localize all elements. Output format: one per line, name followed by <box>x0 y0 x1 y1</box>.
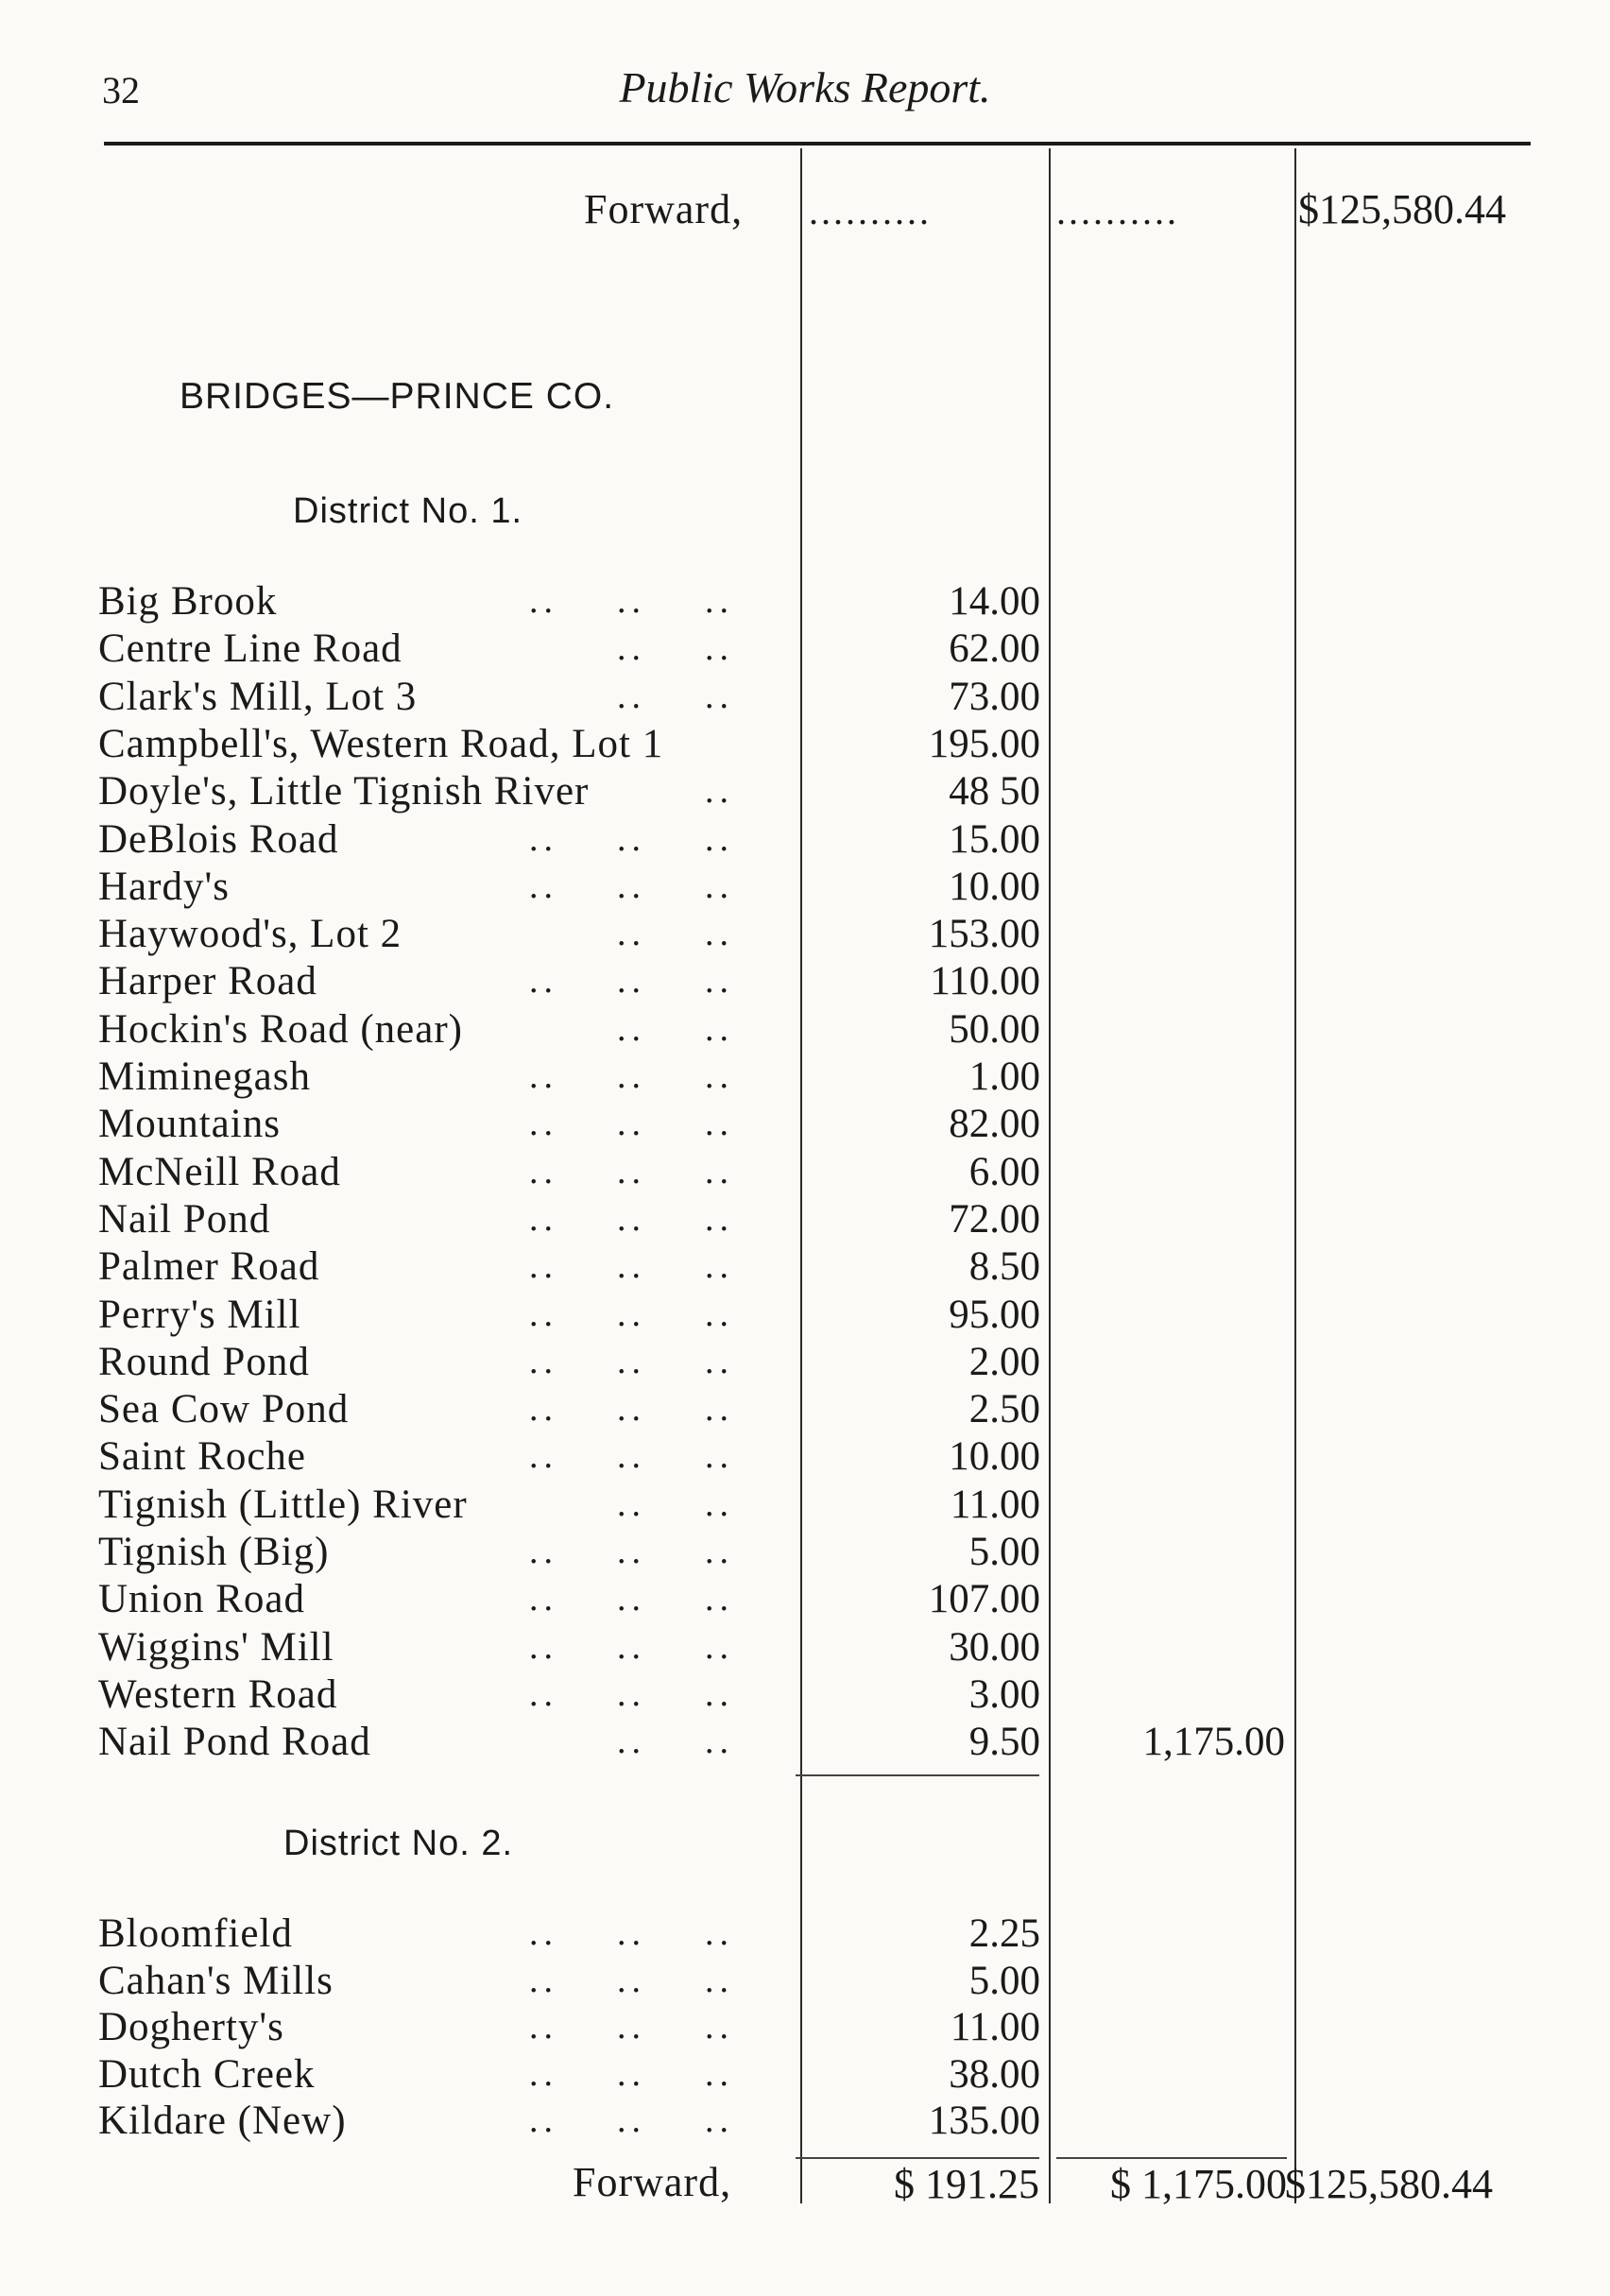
item-amount: 107.00 <box>928 1577 1040 1622</box>
item-leader-dots: .. .. .. <box>529 865 734 906</box>
list-item <box>0 958 1610 1005</box>
item-leader-dots: .. .. .. <box>529 961 734 1002</box>
district-2-title: District No. 2. <box>283 1824 514 1863</box>
list-item <box>0 1910 1610 1958</box>
item-name: Dogherty's <box>98 2005 284 2049</box>
item-leader-dots: .. .. .. <box>529 581 734 621</box>
item-amount: 30.00 <box>949 1624 1040 1670</box>
item-name: Campbell's, Western Road, Lot 1 <box>98 721 664 766</box>
item-leader-dots: .. .. .. <box>529 818 734 859</box>
running-title: Public Works Report. <box>619 63 991 111</box>
item-name: Dutch Creek <box>98 2051 316 2097</box>
item-name: Bloomfield <box>98 1911 293 1956</box>
item-name: Round Pond <box>98 1339 310 1384</box>
forward-top-leader-2: .......... <box>1056 190 1179 232</box>
item-name: McNeill Road <box>98 1149 341 1194</box>
item-amount: 10.00 <box>949 864 1040 909</box>
item-amount: 3.00 <box>968 1671 1040 1717</box>
item-amount: 135.00 <box>928 2099 1040 2143</box>
item-name: Haywood's, Lot 2 <box>98 912 402 957</box>
page-number: 32 <box>102 69 140 111</box>
item-name: Harper Road <box>98 959 317 1004</box>
item-leader-dots: .. .. .. <box>529 2007 734 2047</box>
forward-top-total: $125,580.44 <box>1298 186 1506 232</box>
item-amount: 11.00 <box>950 2005 1040 2049</box>
item-leader-dots: .. .. .. <box>529 1246 734 1287</box>
item-amount: 73.00 <box>949 674 1040 719</box>
item-name: Nail Pond Road <box>98 1720 371 1765</box>
item-name: Doyle's, Little Tignish River <box>98 769 590 814</box>
item-leader-dots: .. .. .. <box>529 1626 734 1667</box>
header-rule <box>104 142 1531 146</box>
item-amount: 2.00 <box>968 1339 1040 1384</box>
item-leader-dots: .. .. .. <box>529 1341 734 1381</box>
item-amount: 11.00 <box>950 1482 1040 1527</box>
item-name: Union Road <box>98 1577 306 1622</box>
list-item <box>0 1624 1610 1671</box>
list-item <box>0 768 1610 815</box>
list-item <box>0 1006 1610 1054</box>
item-leader-dots: .. .. .. <box>529 1913 734 1953</box>
item-amount: 195.00 <box>928 721 1040 766</box>
item-leader-dots: .. .. .. <box>529 1198 734 1239</box>
item-name: Nail Pond <box>98 1196 271 1242</box>
list-item <box>0 1101 1610 1148</box>
item-name: Centre Line Road <box>98 626 402 672</box>
item-leader-dots: .. .. <box>529 914 734 954</box>
district-subtotal: 1,175.00 <box>1142 1720 1285 1765</box>
item-name: Sea Cow Pond <box>98 1387 350 1432</box>
item-amount: 6.00 <box>968 1149 1040 1194</box>
item-name: Wiggins' Mill <box>98 1624 334 1670</box>
forward-bottom-col2: $ 1,175.00 <box>1110 2161 1287 2207</box>
list-item <box>0 2004 1610 2051</box>
list-item <box>0 2098 1610 2145</box>
item-amount: 95.00 <box>949 1292 1040 1337</box>
list-item <box>0 1482 1610 1529</box>
list-item <box>0 864 1610 911</box>
list-item <box>0 1054 1610 1101</box>
item-leader-dots: .. .. <box>529 676 734 716</box>
item-leader-dots: .. .. .. <box>529 1579 734 1619</box>
item-leader-dots: .. .. .. <box>529 2100 734 2140</box>
item-leader-dots: .. <box>529 771 734 812</box>
list-item <box>0 1529 1610 1576</box>
item-leader-dots: .. .. .. <box>529 1151 734 1191</box>
item-name: Clark's Mill, Lot 3 <box>98 674 418 719</box>
item-name: Hockin's Road (near) <box>98 1006 463 1052</box>
item-name: Kildare (New) <box>98 2099 347 2143</box>
list-item <box>0 1339 1610 1386</box>
list-item <box>0 1243 1610 1291</box>
item-leader-dots: .. .. .. <box>529 1960 734 2000</box>
item-leader-dots: .. .. <box>529 1483 734 1524</box>
item-leader-dots: .. .. .. <box>529 1389 734 1430</box>
item-name: Palmer Road <box>98 1244 320 1290</box>
item-leader-dots: .. .. <box>529 628 734 669</box>
item-amount: 82.00 <box>949 1102 1040 1147</box>
list-item <box>0 1958 1610 2005</box>
footer-rule-1 <box>796 2157 1039 2159</box>
item-leader-dots: .. .. .. <box>529 1056 734 1096</box>
list-item <box>0 1576 1610 1623</box>
list-item <box>0 2051 1610 2099</box>
item-amount: 38.00 <box>949 2051 1040 2097</box>
list-item <box>0 911 1610 958</box>
list-item <box>0 625 1610 673</box>
item-name: Big Brook <box>98 579 278 624</box>
list-item <box>0 721 1610 768</box>
item-name: Mountains <box>98 1102 281 1147</box>
item-amount: 5.00 <box>968 1530 1040 1574</box>
list-item <box>0 1292 1610 1339</box>
item-leader-dots: .. .. .. <box>529 1104 734 1144</box>
item-amount: 110.00 <box>930 959 1040 1004</box>
list-item <box>0 1671 1610 1719</box>
item-name: Cahan's Mills <box>98 1958 334 2003</box>
item-leader-dots: .. .. .. <box>529 1532 734 1571</box>
item-amount: 9.50 <box>968 1720 1040 1765</box>
item-amount: 72.00 <box>949 1196 1040 1242</box>
forward-top-label: Forward, <box>584 186 744 232</box>
list-item <box>0 1149 1610 1196</box>
item-amount: 1.00 <box>968 1054 1040 1099</box>
item-name: Tignish (Little) River <box>98 1482 468 1527</box>
list-item <box>0 1719 1610 1766</box>
item-name: Hardy's <box>98 864 230 909</box>
forward-top-leader-1: .......... <box>809 190 932 232</box>
forward-bottom-col1: $ 191.25 <box>894 2161 1039 2207</box>
footer-rule-2 <box>1056 2157 1287 2159</box>
item-leader-dots: .. .. .. <box>529 1436 734 1477</box>
item-amount: 2.50 <box>968 1387 1040 1432</box>
item-amount: 5.00 <box>968 1958 1040 2003</box>
item-amount: 153.00 <box>928 912 1040 957</box>
item-name: DeBlois Road <box>98 816 339 862</box>
list-item <box>0 578 1610 625</box>
item-name: Tignish (Big) <box>98 1530 330 1574</box>
forward-bottom-col3: $125,580.44 <box>1285 2161 1493 2207</box>
item-leader-dots: .. .. <box>529 1722 734 1762</box>
list-item <box>0 816 1610 864</box>
item-name: Western Road <box>98 1671 338 1717</box>
item-name: Saint Roche <box>98 1434 306 1480</box>
item-amount: 50.00 <box>949 1006 1040 1052</box>
item-amount: 8.50 <box>968 1244 1040 1290</box>
list-item <box>0 1386 1610 1433</box>
district-1-title: District No. 1. <box>293 491 523 531</box>
item-leader-dots: .. .. .. <box>529 1673 734 1714</box>
item-amount: 14.00 <box>949 579 1040 624</box>
item-amount: 62.00 <box>949 626 1040 672</box>
item-amount: 15.00 <box>949 816 1040 862</box>
item-name: Miminegash <box>98 1054 311 1099</box>
item-name: Perry's Mill <box>98 1292 301 1337</box>
list-item <box>0 1196 1610 1243</box>
item-amount: 48 50 <box>949 769 1040 814</box>
item-leader-dots: .. .. .. <box>529 1294 734 1334</box>
item-leader-dots: .. .. .. <box>529 2053 734 2094</box>
section-title: BRIDGES—PRINCE CO. <box>180 376 615 417</box>
list-item <box>0 1433 1610 1481</box>
district-1-rule <box>796 1774 1039 1776</box>
list-item <box>0 674 1610 721</box>
item-amount: 2.25 <box>968 1911 1040 1956</box>
forward-bottom-label: Forward, <box>573 2159 732 2205</box>
item-amount: 10.00 <box>949 1434 1040 1480</box>
item-leader-dots: .. .. <box>529 1008 734 1049</box>
